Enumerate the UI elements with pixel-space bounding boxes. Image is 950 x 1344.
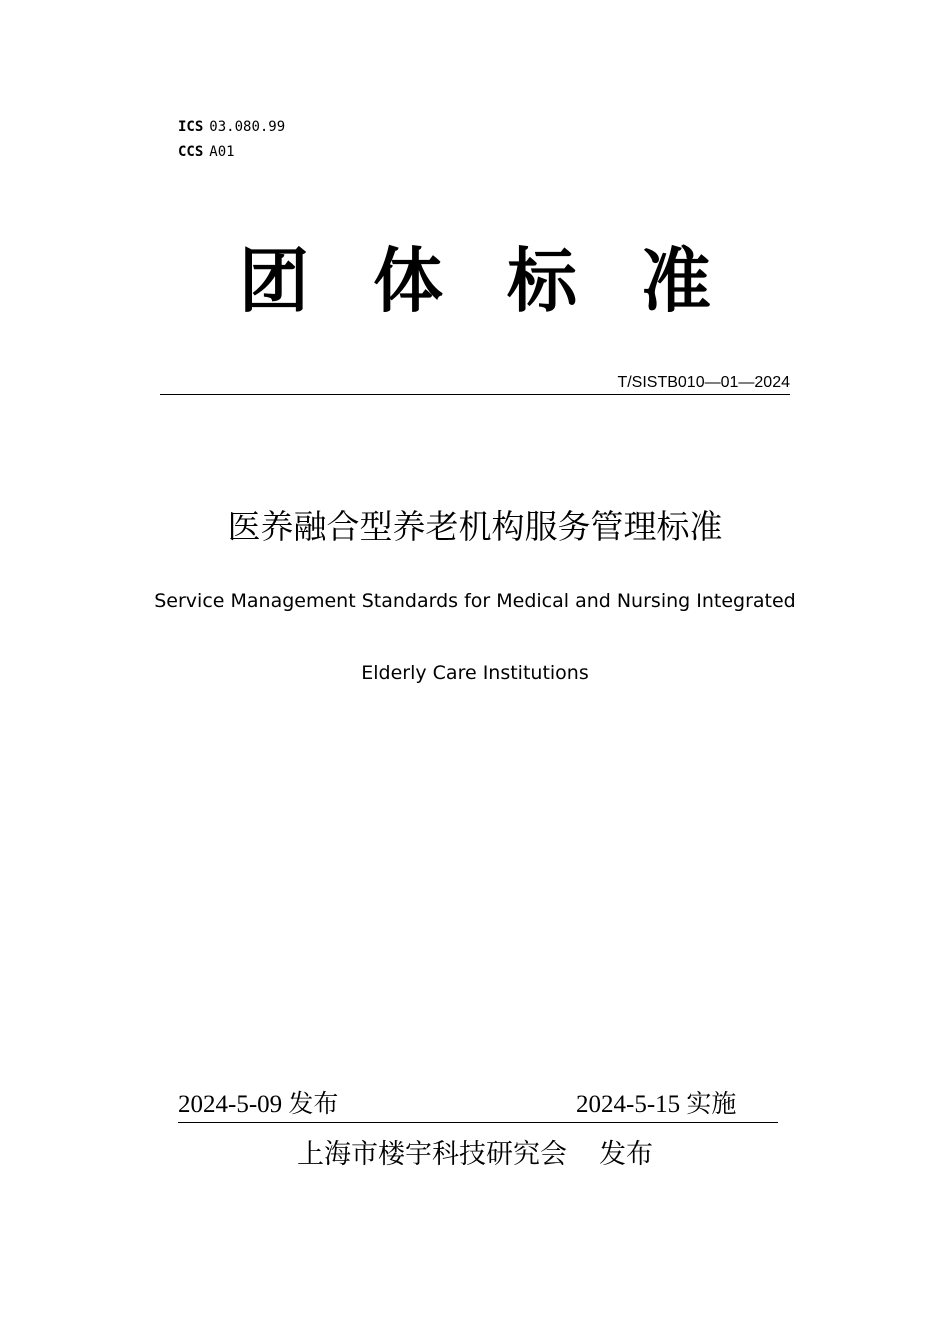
- ics-label: ICS: [178, 119, 204, 135]
- header-divider: [160, 394, 790, 395]
- standard-code: T/SISTB010—01—2024: [617, 374, 790, 391]
- ics-value: 03.080.99: [209, 119, 286, 135]
- document-title-english-line1: Service Management Standards for Medical and Nursing Integrated: [154, 590, 796, 612]
- issuer-organization: 上海市楼宇科技研究会: [297, 1139, 567, 1170]
- document-title-chinese: 医养融合型养老机构服务管理标准: [227, 507, 723, 546]
- ccs-classification: [178, 144, 235, 160]
- ics-classification: [178, 119, 285, 135]
- implementation-date: 2024-5-15 实施: [576, 1091, 737, 1118]
- document-title-english-line2: Elderly Care Institutions: [361, 662, 589, 684]
- publish-date: 2024-5-09 发布: [178, 1091, 339, 1118]
- ccs-label: CCS: [178, 144, 204, 160]
- standard-type-char: 准: [641, 240, 711, 322]
- date-line: [178, 1090, 778, 1123]
- standard-type-heading: [0, 236, 950, 326]
- issuer-line: [0, 1137, 950, 1173]
- standard-type-char: 体: [373, 240, 443, 322]
- ccs-value: A01: [209, 144, 235, 160]
- issuer-action: 发布: [599, 1139, 653, 1170]
- standard-type-char: 标: [507, 240, 577, 322]
- standard-type-char: 团: [239, 240, 309, 322]
